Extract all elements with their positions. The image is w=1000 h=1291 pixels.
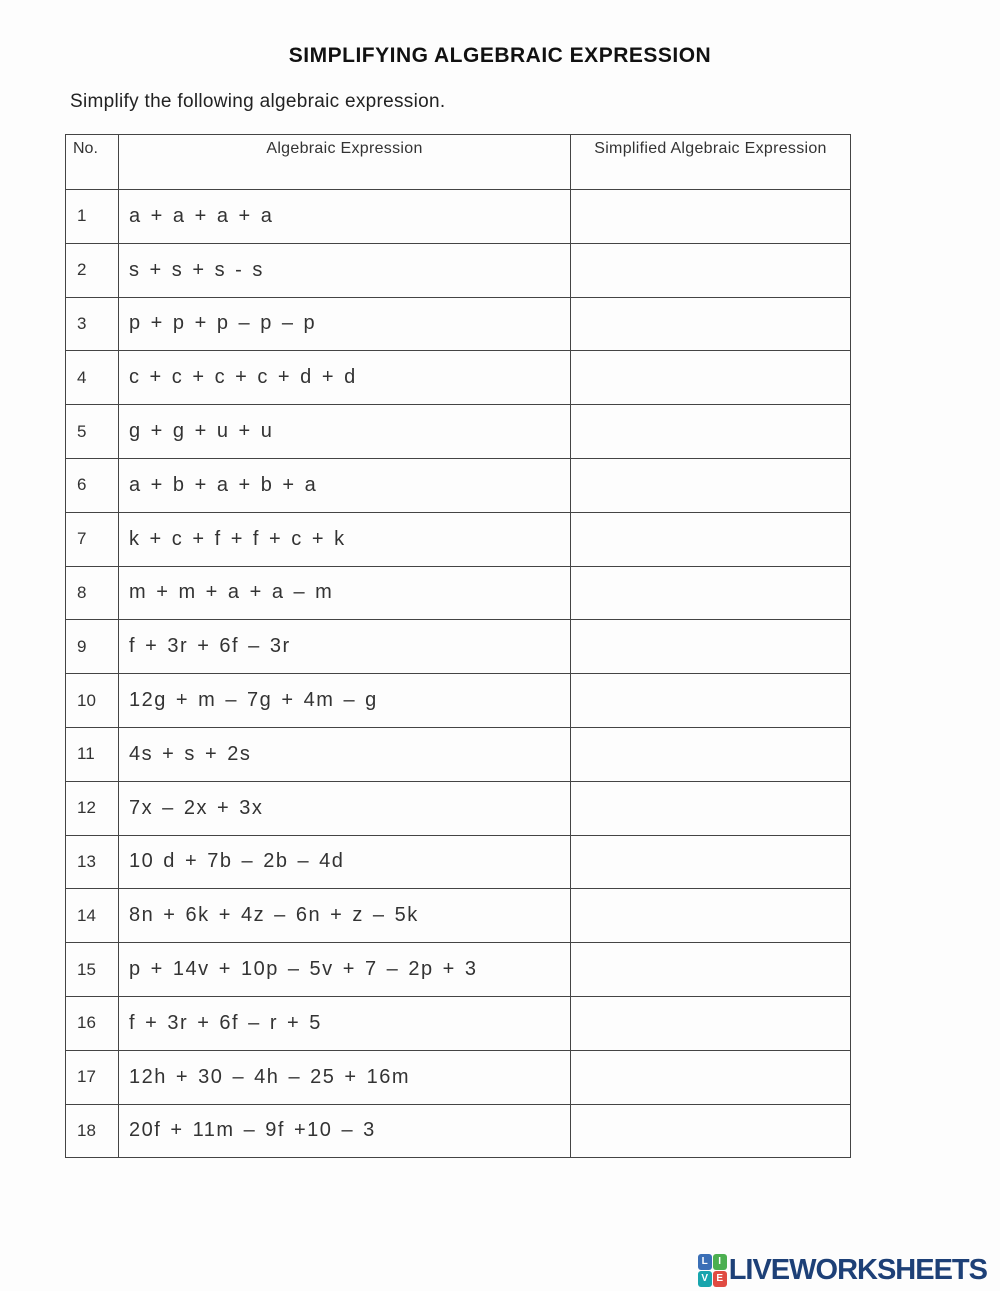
answer-cell[interactable] [571, 351, 851, 405]
table-row [66, 1104, 851, 1158]
answer-cell[interactable] [571, 405, 851, 459]
table-row [66, 996, 851, 1050]
answer-cell[interactable] [571, 620, 851, 674]
expression-cell: c + c + c + c + d + d [119, 351, 571, 405]
table-row [66, 351, 851, 405]
answer-cell[interactable] [571, 512, 851, 566]
liveworksheets-brand-link[interactable]: LIVEWORKSHEETS [728, 1254, 987, 1286]
table-row [66, 943, 851, 997]
table-header-row [66, 135, 851, 190]
row-number: 13 [66, 835, 119, 889]
table-row [66, 566, 851, 620]
answer-cell[interactable] [571, 243, 851, 297]
table-row [66, 674, 851, 728]
row-number: 4 [66, 351, 119, 405]
expression-cell: 20f + 11m – 9f +10 – 3 [119, 1104, 571, 1158]
table-row [66, 243, 851, 297]
logo-square-l: L [698, 1254, 712, 1270]
row-number: 18 [66, 1104, 119, 1158]
answer-cell[interactable] [571, 674, 851, 728]
logo-square-e: E [713, 1271, 727, 1287]
header-no: No. [66, 135, 119, 190]
answer-cell[interactable] [571, 727, 851, 781]
expression-cell: s + s + s - s [119, 243, 571, 297]
answer-cell[interactable] [571, 566, 851, 620]
liveworksheets-footer [698, 1254, 987, 1287]
expression-cell: m + m + a + a – m [119, 566, 571, 620]
table-row [66, 727, 851, 781]
expression-cell: f + 3r + 6f – r + 5 [119, 996, 571, 1050]
row-number: 8 [66, 566, 119, 620]
answer-cell[interactable] [571, 458, 851, 512]
expression-cell: 4s + s + 2s [119, 727, 571, 781]
expression-cell: a + b + a + b + a [119, 458, 571, 512]
table-row [66, 190, 851, 244]
header-simplified: Simplified Algebraic Expression [571, 135, 851, 190]
row-number: 10 [66, 674, 119, 728]
table-row [66, 405, 851, 459]
logo-square-v: V [698, 1271, 712, 1287]
answer-cell[interactable] [571, 781, 851, 835]
row-number: 15 [66, 943, 119, 997]
row-number: 3 [66, 297, 119, 351]
liveworksheets-logo-icon [698, 1254, 727, 1287]
answer-cell[interactable] [571, 996, 851, 1050]
expression-cell: 8n + 6k + 4z – 6n + z – 5k [119, 889, 571, 943]
answer-cell[interactable] [571, 835, 851, 889]
expression-cell: a + a + a + a [119, 190, 571, 244]
expression-cell: 12h + 30 – 4h – 25 + 16m [119, 1050, 571, 1104]
table-row [66, 297, 851, 351]
expression-cell: p + p + p – p – p [119, 297, 571, 351]
table-row [66, 781, 851, 835]
row-number: 5 [66, 405, 119, 459]
row-number: 7 [66, 512, 119, 566]
row-number: 12 [66, 781, 119, 835]
expression-cell: 12g + m – 7g + 4m – g [119, 674, 571, 728]
row-number: 2 [66, 243, 119, 297]
row-number: 16 [66, 996, 119, 1050]
row-number: 1 [66, 190, 119, 244]
answer-cell[interactable] [571, 190, 851, 244]
table-row [66, 835, 851, 889]
page-title: SIMPLIFYING ALGEBRAIC EXPRESSION [288, 44, 712, 67]
row-number: 6 [66, 458, 119, 512]
expression-cell: g + g + u + u [119, 405, 571, 459]
expression-cell: 7x – 2x + 3x [119, 781, 571, 835]
table-row [66, 620, 851, 674]
logo-square-i: I [713, 1254, 727, 1270]
row-number: 11 [66, 727, 119, 781]
answer-cell[interactable] [571, 889, 851, 943]
table-row [66, 889, 851, 943]
answer-cell[interactable] [571, 1050, 851, 1104]
expressions-table [65, 134, 851, 1158]
header-expression: Algebraic Expression [119, 135, 571, 190]
instruction-text: Simplify the following algebraic expression. [70, 91, 446, 112]
expression-cell: f + 3r + 6f – 3r [119, 620, 571, 674]
expression-cell: p + 14v + 10p – 5v + 7 – 2p + 3 [119, 943, 571, 997]
row-number: 9 [66, 620, 119, 674]
answer-cell[interactable] [571, 297, 851, 351]
answer-cell[interactable] [571, 1104, 851, 1158]
expression-cell: 10 d + 7b – 2b – 4d [119, 835, 571, 889]
row-number: 14 [66, 889, 119, 943]
answer-cell[interactable] [571, 943, 851, 997]
table-row [66, 1050, 851, 1104]
table-row [66, 458, 851, 512]
table-row [66, 512, 851, 566]
row-number: 17 [66, 1050, 119, 1104]
expression-cell: k + c + f + f + c + k [119, 512, 571, 566]
